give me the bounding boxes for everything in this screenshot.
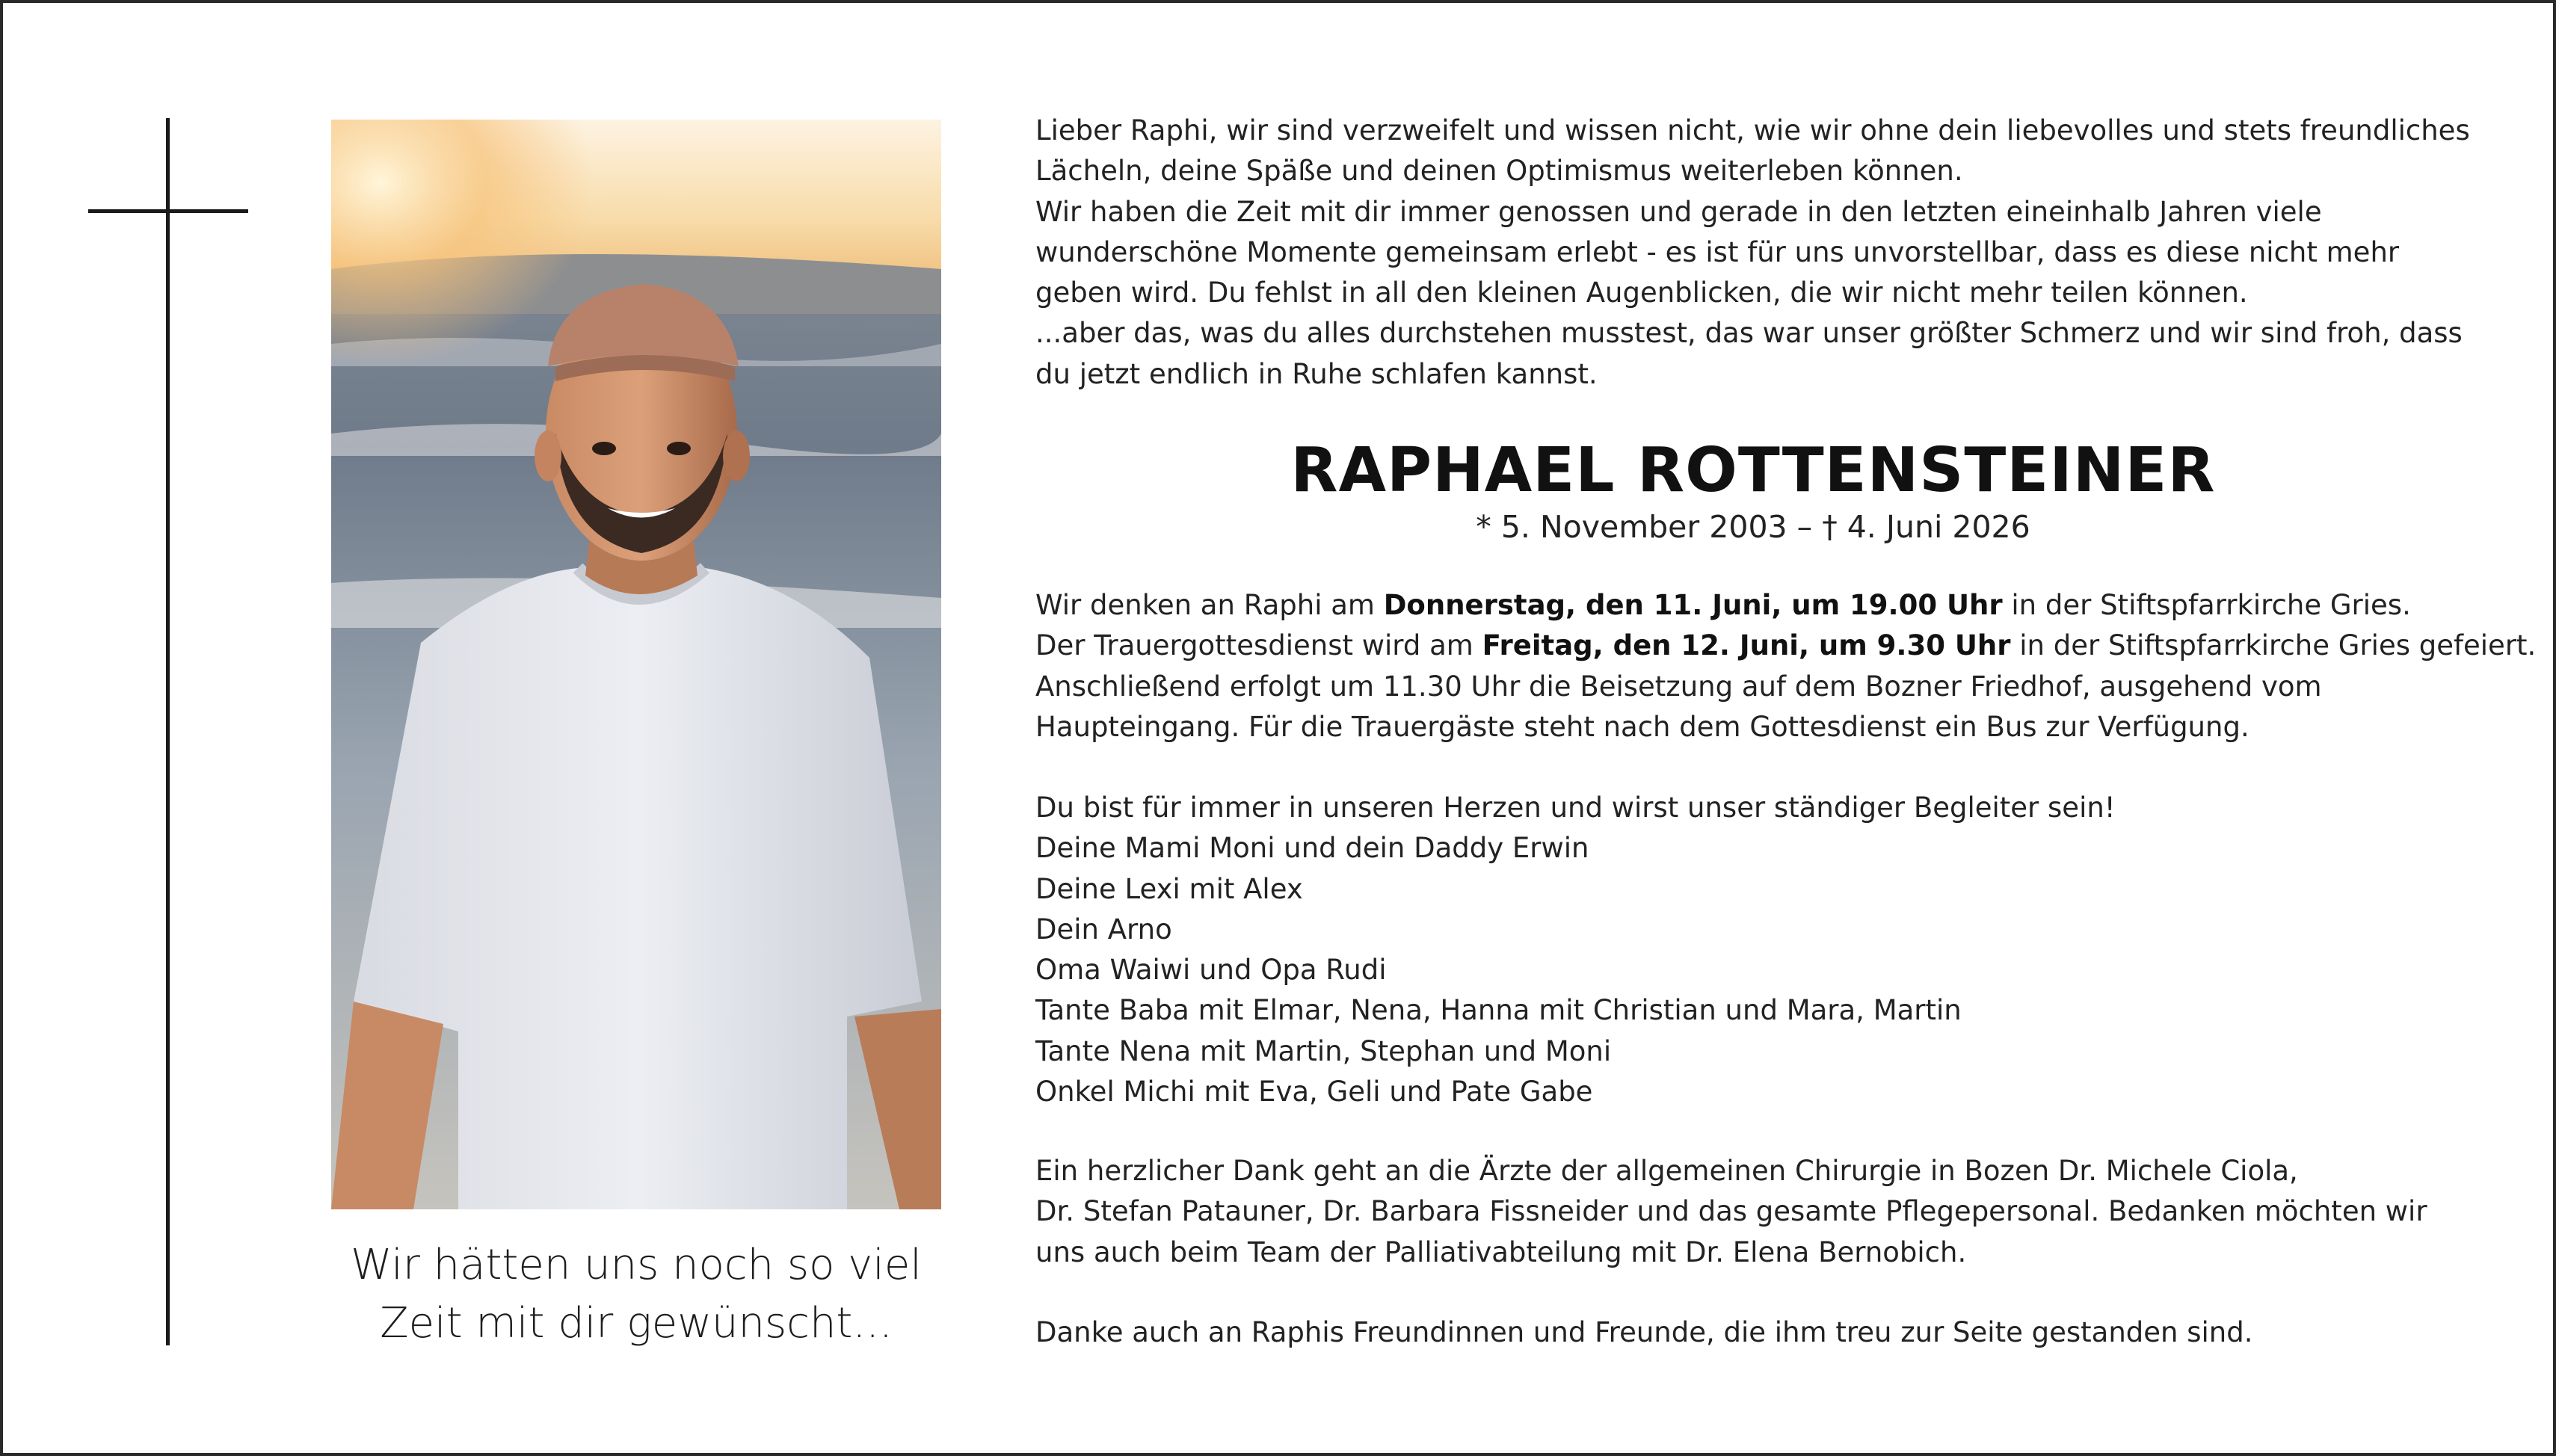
closing-text (1035, 1312, 2531, 1353)
mourners-line: Du bist für immer in unseren Herzen und wirst unser ständiger Begleiter sein! (1035, 792, 2116, 824)
cross-horizontal-bar (88, 209, 248, 213)
thanks-line: Dr. Stefan Patauner, Dr. Barbara Fissneider und das gesamte Pflegepersonal. Bedanken möchten wir (1035, 1195, 2427, 1228)
life-dates: * 5. November 2003 – † 4. Juni 2026 (1476, 509, 2030, 545)
deceased-heading (1035, 434, 2471, 546)
mourners-line: Dein Arno (1035, 913, 1172, 946)
mourners-line: Deine Lexi mit Alex (1035, 872, 1303, 905)
photo-caption (287, 1236, 985, 1353)
intro-line: Wir haben die Zeit mit dir immer genossen und gerade in den letzten eineinhalb Jahren viele (1035, 195, 2322, 228)
intro-text (1035, 111, 2501, 395)
intro-line: Lieber Raphi, wir sind verzweifelt und wissen nicht, wie wir ohne dein liebevolles und stets freundliches (1035, 114, 2470, 146)
closing-line: Danke auch an Raphis Freundinnen und Freunde, die ihm treu zur Seite gestanden sind. (1035, 1316, 2253, 1348)
intro-line: Lächeln, deine Späße und deinen Optimismus weiterleben können. (1035, 155, 1963, 188)
service-line: Haupteingang. Für die Trauergäste steht nach dem Gottesdienst ein Bus zur Verfügung. (1035, 710, 2249, 743)
mourners-list (1035, 788, 2531, 1112)
mourners-line: Oma Waiwi und Opa Rudi (1035, 954, 1387, 987)
service-line: Der Trauergottesdienst wird am Freitag, den 12. Juni, um 9.30 Uhr in der Stiftspfarrkirche Gries gefeiert. (1035, 629, 2537, 662)
thanks-line: uns auch beim Team der Palliativabteilung mit Dr. Elena Bernobich. (1035, 1236, 1967, 1268)
deceased-name: RAPHAEL ROTTENSTEINER (1290, 435, 2216, 506)
service-line: Anschließend erfolgt um 11.30 Uhr die Beisetzung auf dem Bozner Friedhof, ausgehend vom (1035, 670, 2322, 703)
mourners-line: Tante Nena mit Martin, Stephan und Moni (1035, 1034, 1612, 1067)
portrait-photo (331, 120, 941, 1209)
caption-line: Wir hätten uns noch so viel (351, 1241, 922, 1289)
funeral-datetime: Freitag, den 12. Juni, um 9.30 Uhr (1482, 629, 2011, 662)
service-line: Wir denken an Raphi am Donnerstag, den 11. Juni, um 19.00 Uhr in der Stiftspfarrkirche Gries. (1035, 589, 2411, 621)
thanks-text (1035, 1151, 2531, 1273)
intro-line: geben wird. Du fehlst in all den kleinen Augenblicken, die wir nicht mehr teilen können. (1035, 277, 2248, 309)
mourners-line: Tante Baba mit Elmar, Nena, Hanna mit Christian und Mara, Martin (1035, 994, 1962, 1027)
thanks-line: Ein herzlicher Dank geht an die Ärzte der allgemeinen Chirurgie in Bozen Dr. Michele Ciola, (1035, 1155, 2298, 1187)
vigil-datetime: Donnerstag, den 11. Juni, um 19.00 Uhr (1383, 589, 2003, 621)
cross-vertical-bar (166, 118, 170, 1345)
mourners-line: Deine Mami Moni und dein Daddy Erwin (1035, 832, 1589, 865)
intro-line: du jetzt endlich in Ruhe schlafen kannst. (1035, 357, 1598, 390)
intro-line: wunderschöne Momente gemeinsam erlebt - es ist für uns unvorstellbar, dass es diese nicht mehr (1035, 235, 2400, 268)
mourners-line: Onkel Michi mit Eva, Geli und Pate Gabe (1035, 1076, 1593, 1108)
caption-line: Zeit mit dir gewünscht... (380, 1299, 893, 1348)
service-info (1035, 585, 2537, 747)
intro-line: ...aber das, was du alles durchstehen musstest, das war unser größter Schmerz und wir sind froh, dass (1035, 317, 2463, 350)
